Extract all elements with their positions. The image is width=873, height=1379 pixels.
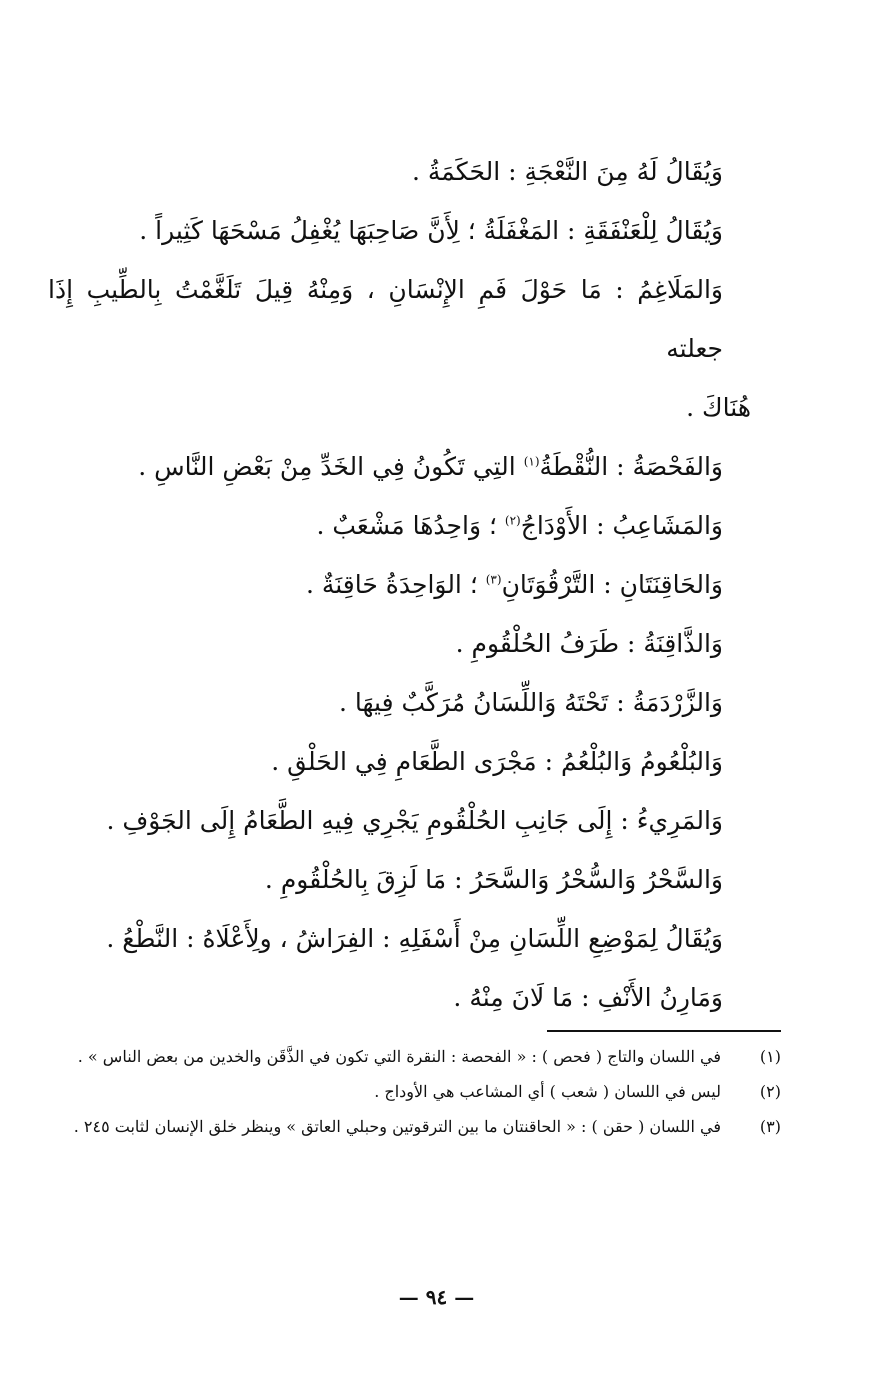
text-line-mashaib — [48, 496, 723, 555]
footnote-number: (١) — [759, 1047, 781, 1066]
footnote-text: في اللسان والتاج ( فحص ) : « الفحصة : النقرة التي تكون في الذَّقَن والخدين من بعض الناس » . — [77, 1047, 721, 1066]
footnote-2 — [36, 1075, 781, 1108]
footnote-3 — [36, 1110, 781, 1143]
page-number: — ٩٤ — — [398, 1285, 475, 1309]
text-line-13: وَيُقَالُ لِمَوْضِعِ اللِّسَانِ مِنْ أَسْفَلِهِ : الفِرَاشُ ، ولِأَعْلَاهُ : النَّطْعُ . — [106, 924, 723, 953]
haqinatan-head: وَالحَاقِنَتَانِ : التَّرْقُوَتَانِ — [501, 570, 723, 599]
footnote-1 — [36, 1040, 781, 1073]
mashaib-tail: ؛ وَاحِدُهَا مَشْعَبٌ . — [316, 511, 497, 540]
footnote-text: في اللسان ( حقن ) : « الحاقنتان ما بين الترقوتين وحبلي العاتق » وينظر خلق الإنسان لثابت ٢٤٥ . — [73, 1117, 721, 1136]
text-line-10: وَالبُلْعُومُ وَالبُلْعُمُ : مَجْرَى الطَّعَامِ فِي الحَلْقِ . — [271, 747, 723, 776]
footnote-text: ليس في اللسان ( شعب ) أي المشاعب هي الأوداج . — [374, 1082, 721, 1101]
footnote-number: (٢) — [759, 1082, 781, 1101]
text-line-3: وَالمَلَاغِمُ : مَا حَوْلَ فَمِ الإِنْسَانِ ، وَمِنْهُ قِيلَ تَلَغَّمْتُ بِالطِّيبِ إِذَا جعلته — [48, 275, 723, 363]
footnote-ref-2[interactable]: (٢) — [504, 513, 521, 528]
text-line-14: وَمَارِنُ الأَنْفِ : مَا لَانَ مِنْهُ . — [453, 983, 723, 1012]
footnote-ref-3[interactable]: (٣) — [485, 572, 502, 587]
footnotes-section — [36, 1040, 781, 1145]
mashaib-head: وَالمَشَاعِبُ : الأَوْدَاجُ — [520, 511, 723, 540]
text-line-12: وَالسَّحْرُ وَالسُّحْرُ وَالسَّحَرُ : مَا لَزِقَ بِالحُلْقُومِ . — [264, 865, 723, 894]
footnote-number: (٣) — [759, 1117, 781, 1136]
text-line-haqinatan — [48, 555, 723, 614]
text-line-3-continuation: هُنَاكَ . — [686, 393, 751, 422]
main-text-body — [48, 142, 751, 1027]
fahsa-head: وَالفَحْصَةُ : النُّقْطَةُ — [539, 452, 723, 481]
text-line-2: وَيُقَالُ لِلْعَنْفَقَةِ : المَغْفَلَةُ ؛ لِأَنَّ صَاحِبَهَا يُغْفِلُ مَسْحَهَا كَثِيراً . — [139, 216, 723, 245]
haqinatan-tail: ؛ الوَاحِدَةُ حَاقِنَةٌ . — [305, 570, 478, 599]
text-line-8: وَالذَّاقِنَةُ : طَرَفُ الحُلْقُومِ . — [455, 629, 723, 658]
text-line-1: وَيُقَالُ لَهُ مِنَ النَّعْجَةِ : الحَكَمَةُ . — [411, 157, 723, 186]
footnote-divider — [547, 1030, 781, 1032]
text-line-9: وَالزَّرْدَمَةُ : تَحْتَهُ وَاللِّسَانُ مُرَكَّبٌ فِيهَا . — [339, 688, 723, 717]
footnote-ref-1[interactable]: (١) — [523, 454, 540, 469]
fahsa-tail: التِي تَكُونُ فِي الخَدِّ مِنْ بَعْضِ النَّاسِ . — [138, 452, 516, 481]
text-line-fahsa — [48, 437, 723, 496]
text-line-11: وَالمَرِيءُ : إِلَى جَانِبِ الحُلْقُومِ يَجْرِي فِيهِ الطَّعَامُ إِلَى الجَوْفِ . — [106, 806, 723, 835]
